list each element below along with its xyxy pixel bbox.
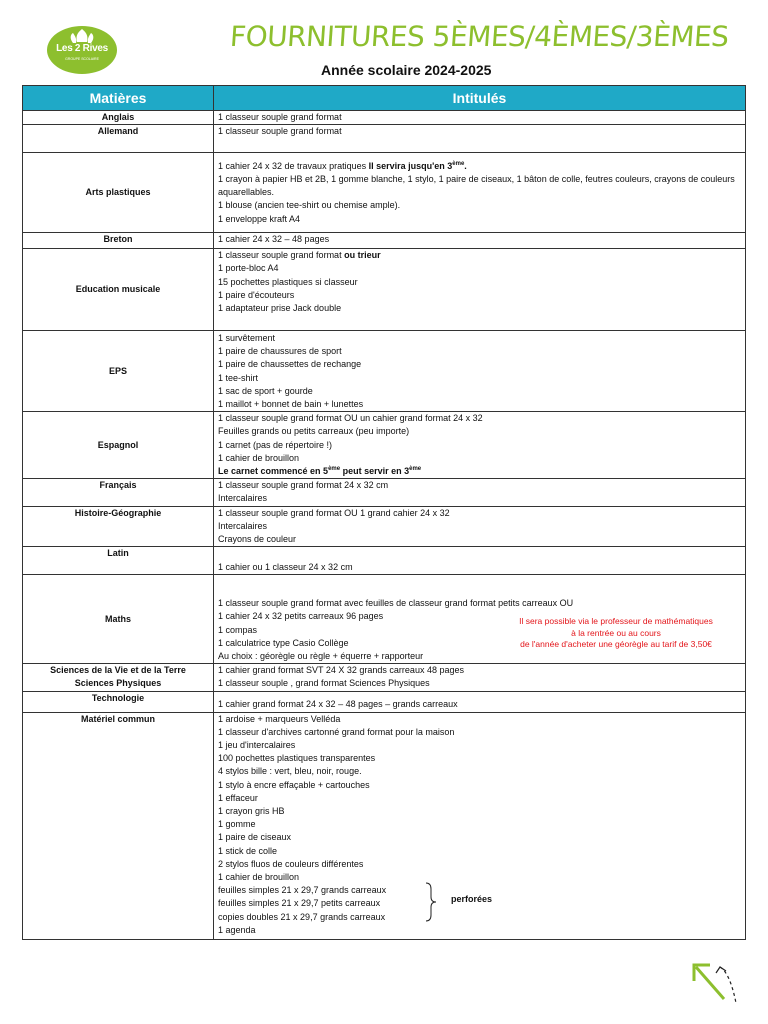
logo-subtext: GROUPE SCOLAIRE — [65, 57, 99, 61]
list-item: 1 ardoise + marqueurs Velléda — [218, 713, 341, 724]
list-item: 1 classeur souple grand format OU 1 grand cahier 24 x 32 — [218, 507, 450, 518]
list-item: 1 blouse (ancien tee-shirt ou chemise ample). — [218, 200, 401, 211]
row-anglais — [23, 111, 746, 125]
item-superscript: ème — [452, 160, 465, 167]
list-item: 1 sac de sport + gourde — [218, 385, 313, 396]
items-cell — [214, 249, 746, 331]
list-item: copies doubles 21 x 29,7 grands carreaux — [218, 911, 386, 922]
list-item: 1 crayon à papier HB et 2B, 1 gomme blanche, 1 stylo, 1 paire de ciseaux, 1 bâton de colle, feutres couleurs, crayons de couleurs aquarellables. — [218, 173, 735, 198]
list-item: 1 tee-shirt — [218, 372, 259, 383]
list-item: 1 stylo à encre effaçable + cartouches — [218, 779, 370, 790]
subject-cell: Anglais — [23, 111, 214, 125]
list-item: 1 cahier ou 1 classeur 24 x 32 cm — [218, 562, 353, 573]
list-item: 1 survêtement — [218, 332, 276, 343]
school-logo — [47, 26, 117, 74]
item-emphasis: ou trieur — [344, 250, 381, 261]
supplies-table — [22, 85, 746, 940]
school-year: Année scolaire 2024-2025 — [321, 62, 492, 78]
subject-line: Sciences Physiques — [74, 678, 162, 689]
row-education-musicale — [23, 249, 746, 331]
header-items: Intitulés — [214, 86, 746, 111]
list-item: 1 carnet (pas de répertoire !) — [218, 439, 333, 450]
header-subjects: Matières — [23, 86, 214, 111]
page-title: FOURNITURES 5ÈMES/4ÈMES/3ÈMES — [228, 20, 730, 53]
note-line: Il sera possible via le professeur de mathématiques — [519, 616, 713, 626]
items-cell — [214, 111, 746, 125]
list-item: 15 pochettes plastiques si classeur — [218, 276, 358, 287]
row-allemand — [23, 125, 746, 153]
row-eps — [23, 331, 746, 412]
list-item: 1 calculatrice type Casio Collège — [218, 637, 349, 648]
list-item: 1 classeur d'archives cartonné grand format pour la maison — [218, 726, 455, 737]
list-item: 1 classeur souple grand format — [218, 112, 342, 122]
list-item: 100 pochettes plastiques transparentes — [218, 753, 376, 764]
list-item: 1 crayon gris HB — [218, 806, 285, 817]
list-item: 1 paire de chaussettes de rechange — [218, 359, 362, 370]
subject-cell: Latin — [23, 547, 214, 575]
row-francais — [23, 479, 746, 506]
item-superscript: ème — [328, 466, 341, 473]
list-item: 1 paire d'écouteurs — [218, 289, 295, 300]
maths-georegle-note — [496, 616, 736, 651]
list-item: 1 cahier de brouillon — [218, 872, 300, 883]
row-breton — [23, 233, 746, 249]
list-item — [218, 249, 741, 262]
item-text: Le carnet commencé en 5 — [218, 466, 329, 477]
logo-text: Les 2 Rives — [56, 43, 108, 54]
list-item: 2 stylos fluos de couleurs différentes — [218, 858, 364, 869]
item-emphasis: Il servira jusqu'en 3 — [368, 160, 453, 171]
item-punct: . — [464, 160, 467, 171]
row-sciences — [23, 664, 746, 691]
list-item: 1 paire de ciseaux — [218, 832, 292, 843]
list-item: 1 classeur souple grand format 24 x 32 cm — [218, 480, 389, 491]
list-item: 1 gomme — [218, 819, 256, 830]
list-item: 4 stylos bille : vert, bleu, noir, rouge. — [218, 766, 362, 777]
list-item: 1 agenda — [218, 924, 256, 935]
list-item: 1 cahier grand format SVT 24 X 32 grands carreaux 48 pages — [218, 665, 464, 676]
subject-cell: Education musicale — [23, 249, 214, 331]
list-item: feuilles simples 21 x 29,7 grands carreaux — [218, 885, 387, 896]
subject-cell: Matériel commun — [23, 712, 214, 939]
items-cell — [214, 479, 746, 506]
items-cell — [214, 412, 746, 479]
list-item: 1 paire de chaussures de sport — [218, 346, 342, 357]
list-item: 1 effaceur — [218, 792, 258, 803]
item-superscript: ème — [409, 466, 422, 473]
row-arts-plastiques — [23, 153, 746, 233]
row-latin — [23, 547, 746, 575]
right-brace-icon — [424, 882, 438, 922]
list-item: Crayons de couleur — [218, 534, 297, 545]
list-item: 1 cahier 24 x 32 – 48 pages — [218, 234, 330, 245]
note-line: de l'année d'acheter une géorègle au tarif de 3,50€ — [520, 639, 712, 649]
items-cell — [214, 506, 746, 547]
list-item: 1 porte-bloc A4 — [218, 263, 279, 274]
items-cell — [214, 153, 746, 233]
item-text: 1 classeur souple grand format — [218, 250, 345, 261]
perforees-label: perforées — [451, 894, 493, 904]
subject-line: Sciences de la Vie et de la Terre — [50, 665, 186, 676]
item-text: peut servir en 3 — [340, 466, 410, 477]
row-espagnol — [23, 412, 746, 479]
items-cell — [214, 125, 746, 153]
list-item: Feuilles grands ou petits carreaux (peu importe) — [218, 426, 410, 437]
list-item: 1 compas — [218, 624, 258, 635]
subject-cell: Français — [23, 479, 214, 506]
list-item: 1 cahier 24 x 32 petits carreaux 96 pages — [218, 611, 384, 622]
list-item: 1 adaptateur prise Jack double — [218, 303, 342, 314]
list-item: Intercalaires — [218, 520, 268, 531]
list-item — [218, 465, 741, 478]
items-cell — [214, 712, 746, 939]
list-item: 1 enveloppe kraft A4 — [218, 213, 301, 224]
list-item: feuilles simples 21 x 29,7 petits carreaux — [218, 898, 381, 909]
list-item: 1 cahier de brouillon — [218, 452, 300, 463]
subject-cell: EPS — [23, 331, 214, 412]
row-materiel-commun — [23, 712, 746, 939]
list-item: 1 classeur souple grand format avec feuilles de classeur grand format petits carreaux OU — [218, 598, 574, 609]
list-item: 1 stick de colle — [218, 845, 278, 856]
list-item: 1 jeu d'intercalaires — [218, 740, 296, 751]
subject-cell: Allemand — [23, 125, 214, 153]
item-text: 1 cahier 24 x 32 de travaux pratiques — [218, 160, 369, 171]
items-cell — [214, 331, 746, 412]
subject-cell: Espagnol — [23, 412, 214, 479]
items-cell — [214, 547, 746, 575]
list-item: 1 classeur souple grand format OU un cahier grand format 24 x 32 — [218, 413, 483, 424]
list-item: 1 maillot + bonnet de bain + lunettes — [218, 399, 364, 409]
note-line: à la rentrée ou au cours — [571, 627, 661, 638]
list-item: 1 classeur souple grand format — [218, 126, 342, 137]
items-cell — [214, 691, 746, 712]
subject-cell: Maths — [23, 575, 214, 664]
subject-cell: Arts plastiques — [23, 153, 214, 233]
items-cell — [214, 233, 746, 249]
list-item — [218, 160, 741, 173]
row-histoire-geographie — [23, 506, 746, 547]
list-item: 1 classeur souple , grand format Sciences Physiques — [218, 678, 430, 689]
items-cell — [214, 664, 746, 691]
subject-cell — [23, 664, 214, 691]
list-item: Intercalaires — [218, 493, 268, 504]
list-item: Au choix : géorègle ou règle + équerre + rapporteur — [218, 651, 424, 662]
subject-cell: Technologie — [23, 691, 214, 712]
list-item: 1 cahier grand format 24 x 32 – 48 pages – grands carreaux — [218, 699, 458, 710]
subject-cell: Breton — [23, 233, 214, 249]
row-technologie — [23, 691, 746, 712]
table-header-row — [23, 86, 746, 111]
turn-page-arrow-icon — [690, 955, 750, 1015]
subject-cell: Histoire-Géographie — [23, 506, 214, 547]
